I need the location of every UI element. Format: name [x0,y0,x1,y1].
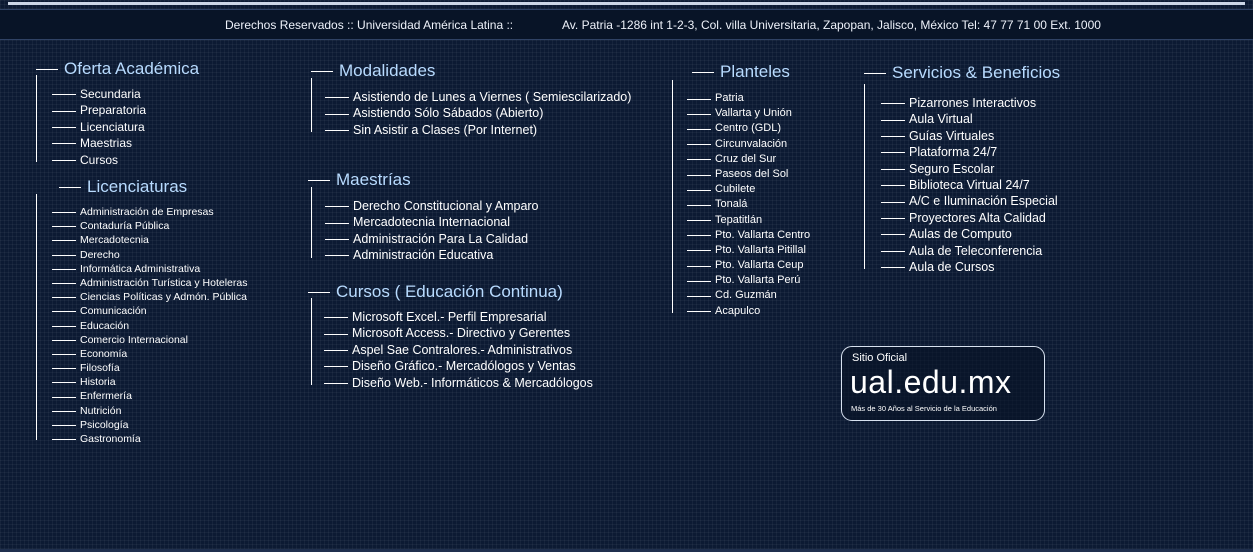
oferta-academica-title[interactable]: Oferta Académica [64,59,200,78]
licenciaturas-item[interactable]: Ciencias Políticas y Admón. Pública [80,291,247,304]
maestrias-list [311,198,539,264]
maestrias-item[interactable]: Derecho Constitucional y Amparo [353,199,539,213]
oferta-item[interactable]: Secundaria [80,86,199,102]
cursos-item[interactable]: Diseño Gráfico.- Mercadólogos y Ventas [352,358,593,374]
licenciaturas-item[interactable]: Historia [80,375,247,389]
planteles-list [672,91,810,319]
planteles-item[interactable]: Pto. Vallarta Pitillal [715,243,810,258]
servicios-item[interactable]: Aula Virtual [909,111,1060,127]
planteles-item[interactable]: Cubilete [715,182,810,197]
top-divider [8,2,1245,5]
maestrias-item[interactable]: Administración Educativa [353,247,539,263]
servicios-item[interactable]: Guías Virtuales [909,128,1060,144]
copyright-text: Derechos Reservados :: Universidad América Latina :: [225,18,514,32]
licenciaturas-item[interactable]: Nutrición [80,404,247,418]
servicios-section [892,63,1060,275]
licenciaturas-item[interactable]: Gastronomía [80,432,247,446]
planteles-item[interactable]: Paseos del Sol [715,167,810,182]
cursos-list [311,309,593,391]
planteles-item[interactable]: Tepatitlán [715,213,810,228]
planteles-item[interactable]: Circunvalación [715,137,810,152]
logo-tagline: Más de 30 Años al Servicio de la Educación [851,404,997,413]
planteles-item[interactable]: Pto. Vallarta Perú [715,273,810,288]
maestrias-section [336,170,539,264]
modalidades-item[interactable]: Sin Asistir a Clases (Por Internet) [353,122,631,138]
licenciaturas-item[interactable]: Mercadotecnia [80,233,247,247]
planteles-item[interactable]: Pto. Vallarta Ceup [715,258,810,273]
address-text: Av. Patria -1286 int 1-2-3, Col. villa Universitaria, Zapopan, Jalisco, México Tel: 47 77 71 00 Ext. 1000 [562,18,1101,32]
modalidades-item[interactable]: Asistiendo de Lunes a Viernes ( Semiescilarizado) [353,90,632,104]
planteles-item[interactable]: Pto. Vallarta Centro [715,228,810,243]
licenciaturas-item[interactable]: Administración Turística y Hoteleras [80,276,248,289]
planteles-section [715,62,811,319]
modalidades-list [311,89,631,138]
licenciaturas-item[interactable]: Psicología [80,418,247,432]
licenciaturas-item[interactable]: Educación [80,319,247,333]
oferta-item[interactable]: Preparatoria [80,102,199,118]
servicios-item[interactable]: Aula de Teleconferencia [909,243,1060,259]
servicios-item[interactable]: Aula de Cursos [909,259,1060,275]
planteles-item[interactable]: Cd. Guzmán [715,288,810,303]
oferta-item[interactable]: Maestrias [80,135,199,151]
maestrias-item[interactable]: Administración Para La Calidad [353,231,539,247]
licenciaturas-item[interactable]: Derecho [80,248,247,262]
servicios-item[interactable]: Biblioteca Virtual 24/7 [909,177,1060,193]
licenciaturas-item[interactable]: Administración de Empresas [80,205,247,219]
oferta-academica-section [64,59,199,168]
licenciaturas-section [80,177,248,446]
planteles-item[interactable]: Centro (GDL) [715,121,810,136]
oferta-item[interactable]: Licenciatura [80,119,199,135]
licenciaturas-item[interactable]: Economía [80,347,247,361]
cursos-item[interactable]: Microsoft Excel.- Perfil Empresarial [352,309,593,325]
licenciaturas-list [36,205,247,446]
planteles-item[interactable]: Patria [715,91,810,106]
maestrias-item[interactable]: Mercadotecnia Internacional [353,214,539,230]
servicios-item[interactable]: Pizarrones Interactivos [909,95,1060,111]
footer-bar [0,9,1253,40]
oferta-item[interactable]: Cursos [80,152,199,168]
licenciaturas-item[interactable]: Filosofía [80,361,247,375]
licenciaturas-item[interactable]: Enfermería [80,389,247,403]
servicios-item[interactable]: Aulas de Computo [909,226,1060,242]
maestrias-title[interactable]: Maestrías [336,170,539,190]
logo-domain-text: ual.edu.mx [850,364,1012,400]
ual-logo-badge[interactable] [841,346,1045,421]
licenciaturas-item[interactable]: Informática Administrativa [80,262,247,276]
cursos-item[interactable]: Aspel Sae Contralores.- Administrativos [352,342,593,358]
servicios-item[interactable]: Seguro Escolar [909,161,1060,177]
licenciaturas-item[interactable]: Comunicación [80,304,247,318]
oferta-academica-list [36,86,199,168]
logo-small-text: Sitio Oficial [852,352,908,364]
planteles-item[interactable]: Cruz del Sur [715,152,810,167]
servicios-title[interactable]: Servicios & Beneficios [892,63,1061,82]
licenciaturas-item[interactable]: Contaduría Pública [80,219,247,233]
servicios-item[interactable]: Plataforma 24/7 [909,144,1060,160]
cursos-section [336,282,593,391]
planteles-title[interactable]: Planteles [720,62,810,82]
servicios-item[interactable]: Proyectores Alta Calidad [909,210,1060,226]
cursos-item[interactable]: Diseño Web.- Informáticos & Mercadólogos [352,375,593,390]
modalidades-section [339,61,631,138]
planteles-item[interactable]: Tonalá [715,197,810,212]
cursos-title[interactable]: Cursos ( Educación Continua) [336,282,593,302]
licenciaturas-title[interactable]: Licenciaturas [87,177,247,197]
servicios-item[interactable]: A/C e Iluminación Especial [909,193,1060,209]
modalidades-item[interactable]: Asistiendo Sólo Sábados (Abierto) [353,105,631,121]
cursos-item[interactable]: Microsoft Access.- Directivo y Gerentes [352,325,593,341]
modalidades-title[interactable]: Modalidades [339,61,631,81]
licenciaturas-item[interactable]: Comercio Internacional [80,333,247,347]
servicios-list [864,95,1060,275]
planteles-item[interactable]: Acapulco [715,304,810,319]
planteles-item[interactable]: Vallarta y Unión [715,106,810,121]
